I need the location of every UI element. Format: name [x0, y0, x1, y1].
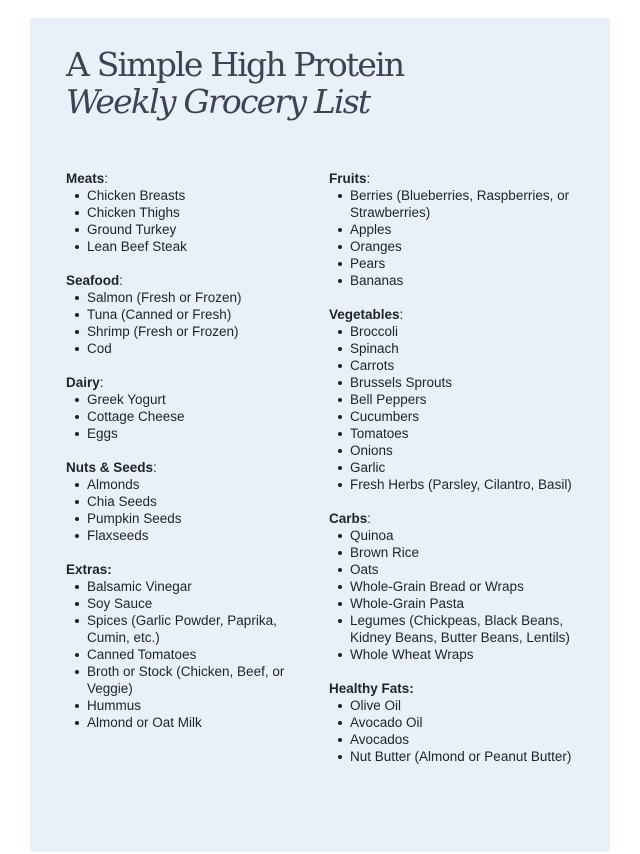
- list-item: Greek Yogurt: [87, 391, 316, 408]
- item-list: [329, 187, 604, 289]
- heading-colon: :: [399, 307, 404, 322]
- section-dairy: [66, 374, 316, 442]
- list-item: Chicken Breasts: [87, 187, 316, 204]
- section-heading: [329, 170, 604, 187]
- title-line-1: A Simple High Protein: [66, 45, 404, 84]
- section-heading-text: Carbs: [329, 511, 368, 526]
- list-item: Broth or Stock (Chicken, Beef, or Veggie): [87, 663, 316, 697]
- list-item: Cucumbers: [350, 408, 604, 425]
- list-item: Tuna (Canned or Fresh): [87, 306, 316, 323]
- section-heading-text: Seafood: [66, 273, 120, 288]
- list-item: Bananas: [350, 272, 604, 289]
- section-heading: [329, 510, 604, 527]
- list-item: Olive Oil: [350, 697, 604, 714]
- item-list: [329, 697, 604, 765]
- list-item: Pumpkin Seeds: [87, 510, 316, 527]
- left-column: [66, 170, 316, 748]
- section-healthy-fats: [329, 680, 604, 765]
- section-vegetables: [329, 306, 604, 493]
- heading-colon: :: [119, 273, 124, 288]
- heading-colon: :: [104, 171, 109, 186]
- list-item: Flaxseeds: [87, 527, 316, 544]
- item-list: [66, 289, 316, 357]
- section-heading-text: Vegetables: [329, 307, 400, 322]
- list-item: Ground Turkey: [87, 221, 316, 238]
- heading-colon: :: [99, 375, 104, 390]
- section-seafood: [66, 272, 316, 357]
- heading-colon: :: [107, 562, 112, 577]
- section-heading-text: Extras: [66, 562, 108, 577]
- heading-colon: :: [366, 171, 371, 186]
- list-item: Avocado Oil: [350, 714, 604, 731]
- section-nuts-seeds: [66, 459, 316, 544]
- list-item: Whole-Grain Bread or Wraps: [350, 578, 604, 595]
- list-item: Spices (Garlic Powder, Paprika, Cumin, etc.): [87, 612, 316, 646]
- list-item: Brussels Sprouts: [350, 374, 604, 391]
- list-item: Canned Tomatoes: [87, 646, 316, 663]
- list-item: Lean Beef Steak: [87, 238, 316, 255]
- section-heading: [329, 306, 604, 323]
- list-item: Chicken Thighs: [87, 204, 316, 221]
- section-heading-text: Healthy Fats: [329, 681, 410, 696]
- item-list: [66, 578, 316, 731]
- list-item: Apples: [350, 221, 604, 238]
- page-title: [66, 46, 403, 120]
- item-list: [66, 476, 316, 544]
- item-list: [329, 527, 604, 663]
- list-item: Carrots: [350, 357, 604, 374]
- list-item: Chia Seeds: [87, 493, 316, 510]
- section-fruits: [329, 170, 604, 289]
- section-heading: [66, 561, 316, 578]
- section-heading-text: Meats: [66, 171, 105, 186]
- list-item: Almonds: [87, 476, 316, 493]
- list-item: Spinach: [350, 340, 604, 357]
- heading-colon: :: [367, 511, 372, 526]
- list-item: Almond or Oat Milk: [87, 714, 316, 731]
- heading-colon: :: [153, 460, 157, 475]
- list-item: Fresh Herbs (Parsley, Cilantro, Basil): [350, 476, 604, 493]
- list-item: Oranges: [350, 238, 604, 255]
- list-item: Tomatoes: [350, 425, 604, 442]
- item-list: [66, 187, 316, 255]
- list-item: Salmon (Fresh or Frozen): [87, 289, 316, 306]
- list-item: Onions: [350, 442, 604, 459]
- list-item: Broccoli: [350, 323, 604, 340]
- section-heading-text: Nuts & Seeds: [66, 460, 154, 475]
- list-item: Cod: [87, 340, 316, 357]
- list-item: Pears: [350, 255, 604, 272]
- list-item: Whole-Grain Pasta: [350, 595, 604, 612]
- section-heading: [329, 680, 604, 697]
- list-item: Balsamic Vinegar: [87, 578, 316, 595]
- section-meats: [66, 170, 316, 255]
- list-item: Brown Rice: [350, 544, 604, 561]
- section-extras: [66, 561, 316, 731]
- right-column: [329, 170, 604, 782]
- item-list: [329, 323, 604, 493]
- list-item: Legumes (Chickpeas, Black Beans, Kidney Beans, Butter Beans, Lentils): [350, 612, 604, 646]
- list-item: Oats: [350, 561, 604, 578]
- list-item: Berries (Blueberries, Raspberries, or Strawberries): [350, 187, 604, 221]
- list-item: Eggs: [87, 425, 316, 442]
- section-heading: [66, 170, 316, 187]
- list-item: Avocados: [350, 731, 604, 748]
- list-item: Whole Wheat Wraps: [350, 646, 604, 663]
- item-list: [66, 391, 316, 442]
- grocery-list-page: [30, 18, 610, 852]
- title-line-2: Weekly Grocery List: [66, 82, 370, 121]
- section-heading: [66, 272, 316, 289]
- list-item: Shrimp (Fresh or Frozen): [87, 323, 316, 340]
- section-heading: [66, 374, 316, 391]
- section-heading-text: Fruits: [329, 171, 367, 186]
- list-item: Cottage Cheese: [87, 408, 316, 425]
- section-carbs: [329, 510, 604, 663]
- list-item: Soy Sauce: [87, 595, 316, 612]
- section-heading: [66, 459, 316, 476]
- list-item: Nut Butter (Almond or Peanut Butter): [350, 748, 604, 765]
- section-heading-text: Dairy: [66, 375, 100, 390]
- list-item: Hummus: [87, 697, 316, 714]
- heading-colon: :: [409, 681, 414, 696]
- list-item: Bell Peppers: [350, 391, 604, 408]
- list-item: Garlic: [350, 459, 604, 476]
- list-item: Quinoa: [350, 527, 604, 544]
